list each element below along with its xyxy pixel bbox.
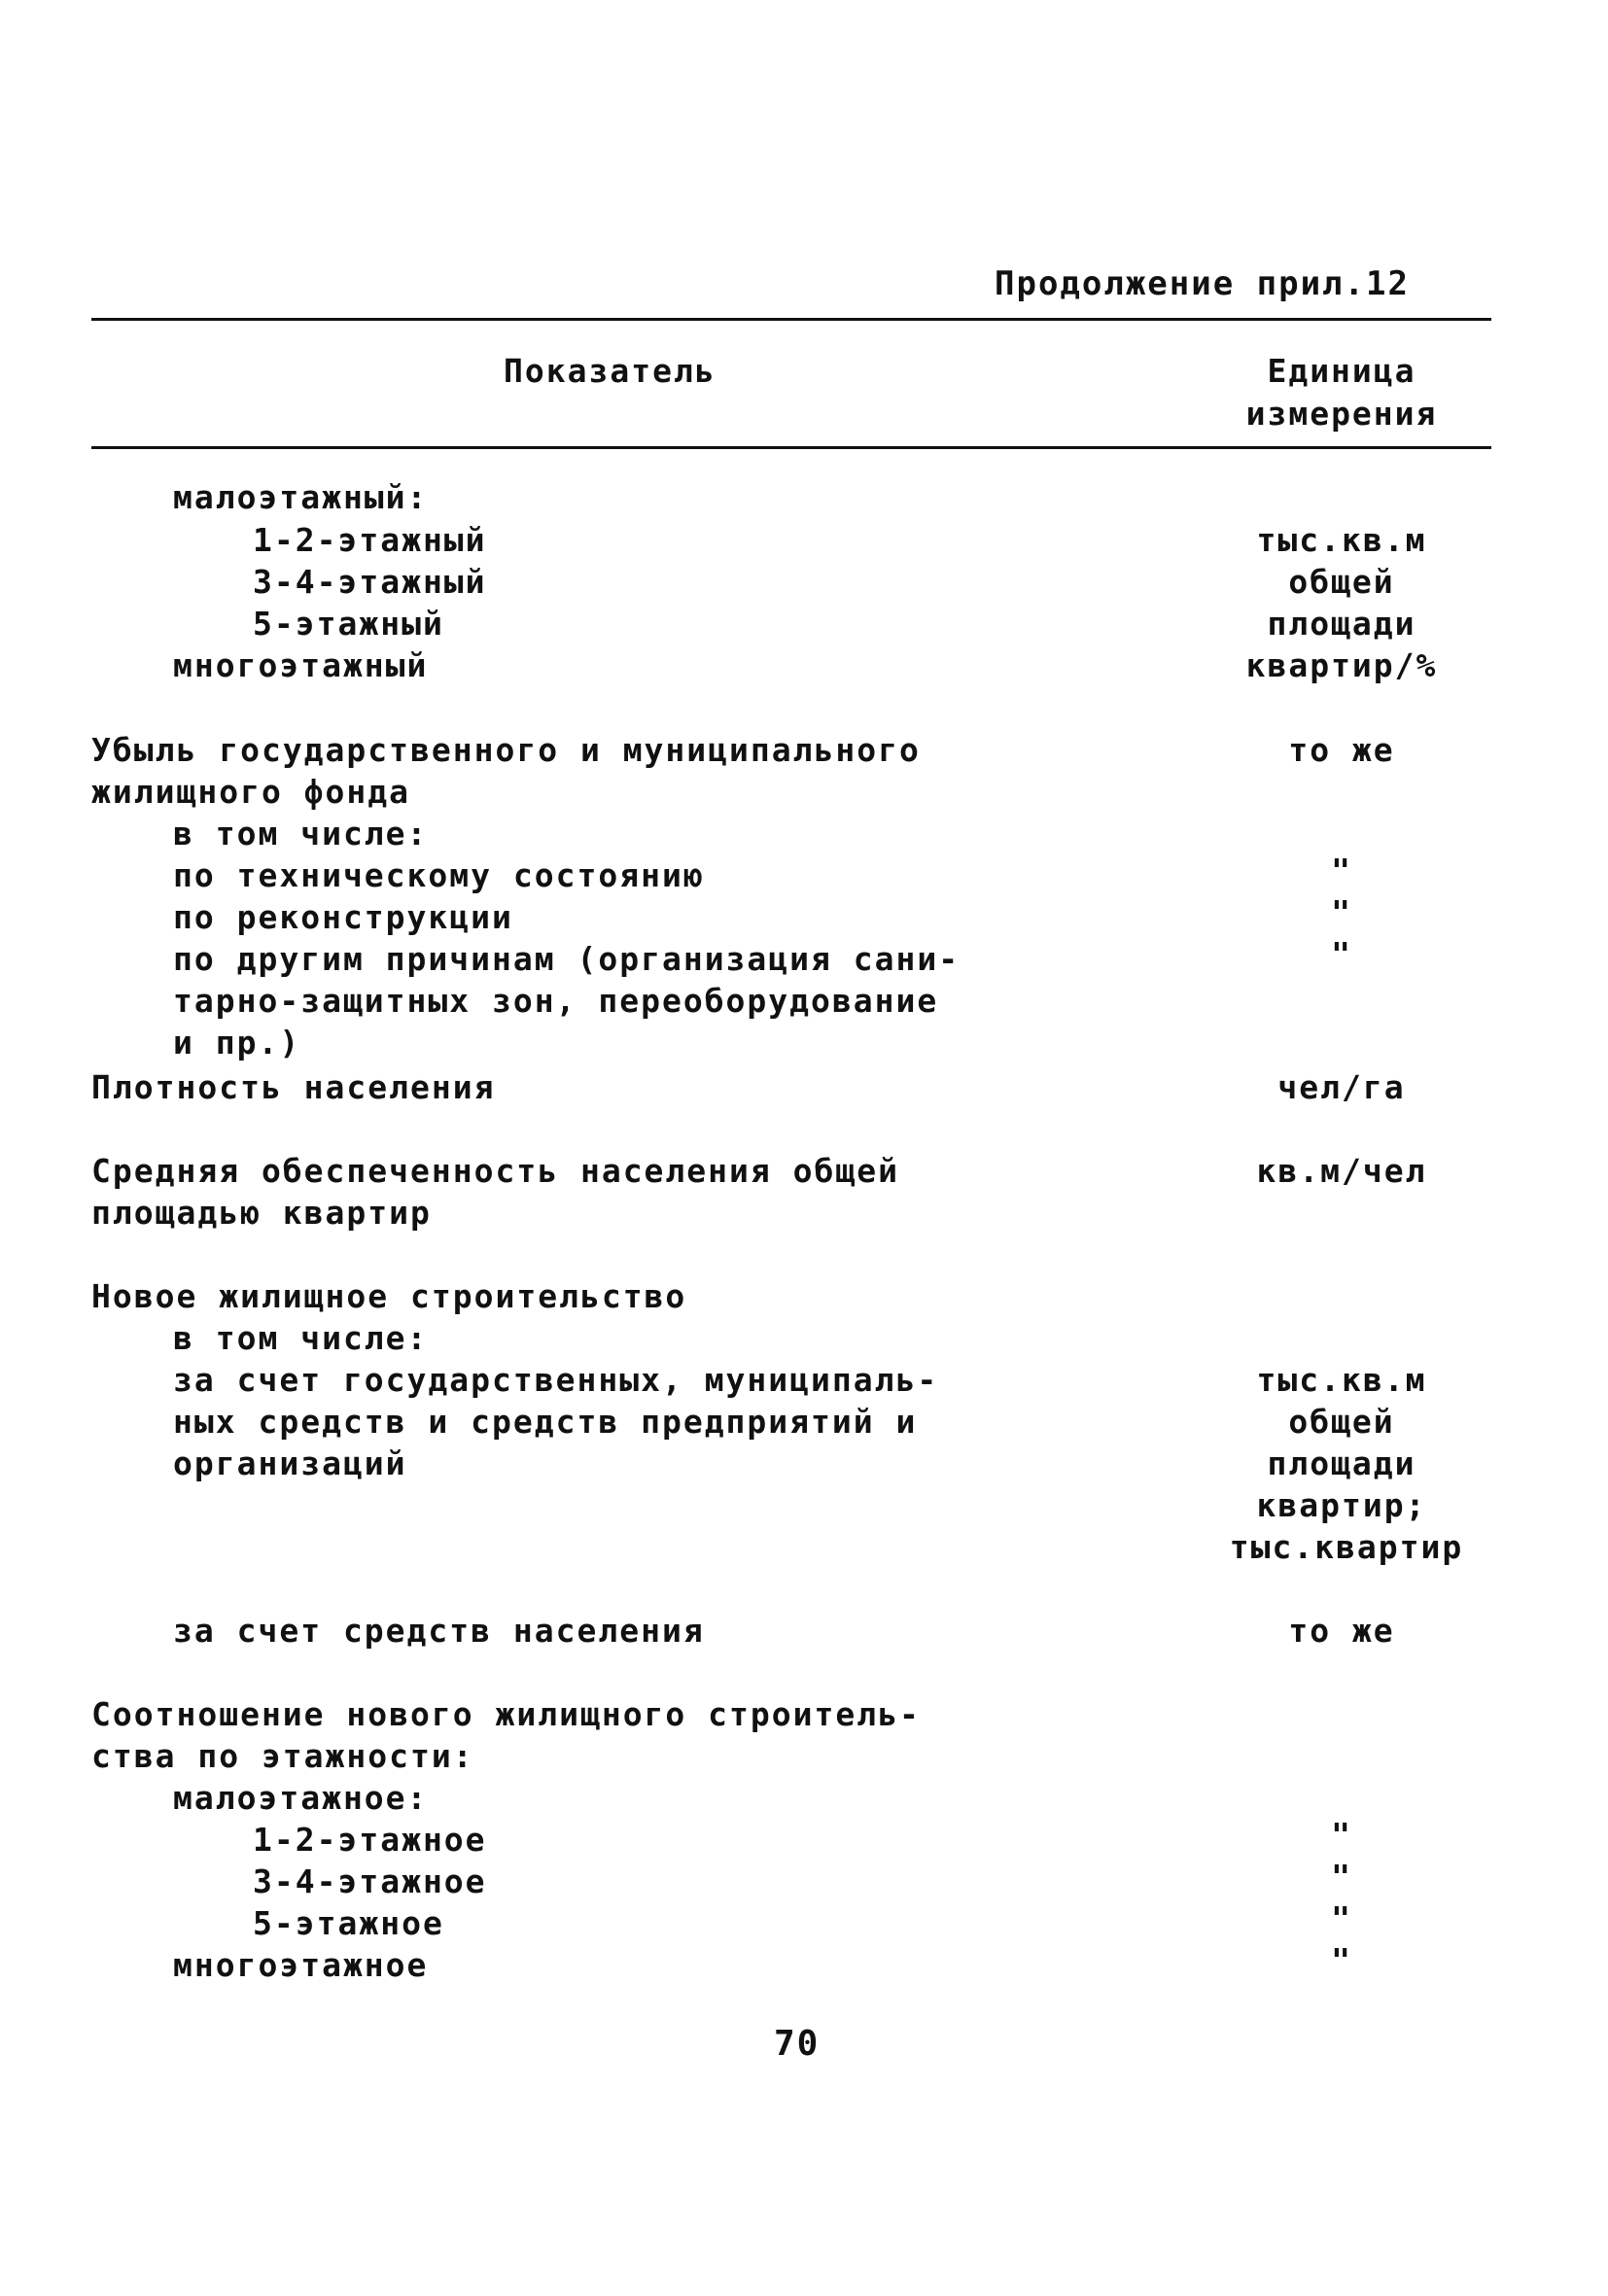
table-row-label: малоэтажное: bbox=[173, 1779, 429, 1817]
ditto-mark: " bbox=[1331, 935, 1352, 973]
table-row-label: по техническому состоянию bbox=[173, 856, 705, 894]
table-row-label: тарно-защитных зон, переоборудование bbox=[173, 982, 939, 1020]
table-row-label: Средняя обеспеченность населения общей bbox=[91, 1152, 899, 1190]
continuation-header: Продолжение прил.12 bbox=[995, 264, 1410, 303]
column-header-indicator: Показатель bbox=[504, 352, 717, 390]
unit-cell: тыс.квартир bbox=[1229, 1528, 1464, 1566]
table-row-label: Убыль государственного и муниципального bbox=[91, 731, 921, 769]
table-row-label: 3-4-этажный bbox=[253, 563, 487, 601]
table-row-label: ства по этажности: bbox=[91, 1737, 474, 1775]
table-row-label: за счет государственных, муниципаль- bbox=[173, 1361, 939, 1399]
table-row-label: площадью квартир bbox=[91, 1194, 432, 1232]
table-row-label: в том числе: bbox=[173, 815, 429, 852]
table-row-label: 3-4-этажное bbox=[253, 1862, 487, 1900]
table-row-label: Соотношение нового жилищного строитель- bbox=[91, 1695, 921, 1733]
table-row-label: Новое жилищное строительство bbox=[91, 1277, 687, 1315]
table-row-label: 1-2-этажный bbox=[253, 521, 487, 559]
table-top-rule bbox=[91, 318, 1491, 321]
unit-cell: тыс.кв.м bbox=[1256, 1361, 1427, 1399]
ditto-mark: " bbox=[1331, 1899, 1352, 1937]
column-header-unit-line2: измерения bbox=[1245, 395, 1438, 433]
unit-cell: то же bbox=[1288, 1612, 1395, 1650]
unit-cell: то же bbox=[1288, 731, 1395, 769]
table-row-label: многоэтажное bbox=[173, 1946, 429, 1984]
table-row-label: 5-этажный bbox=[253, 605, 444, 643]
table-row-label: 5-этажное bbox=[253, 1904, 444, 1942]
column-header-unit-line1: Единица bbox=[1267, 352, 1416, 390]
table-row-label: 1-2-этажное bbox=[253, 1821, 487, 1859]
ditto-mark: " bbox=[1331, 1816, 1352, 1854]
unit-cell: общей bbox=[1288, 563, 1395, 601]
table-row-label: малоэтажный: bbox=[173, 478, 429, 516]
table-row-label: Плотность населения bbox=[91, 1068, 496, 1106]
ditto-mark: " bbox=[1331, 1941, 1352, 1979]
table-header-rule bbox=[91, 446, 1491, 449]
unit-cell: общей bbox=[1288, 1403, 1395, 1441]
unit-cell: тыс.кв.м bbox=[1256, 521, 1427, 559]
table-row-label: за счет средств населения bbox=[173, 1612, 705, 1650]
unit-cell: чел/га bbox=[1277, 1068, 1406, 1106]
table-row-label: в том числе: bbox=[173, 1319, 429, 1357]
table-row-label: по другим причинам (организация сани- bbox=[173, 940, 961, 978]
unit-cell: площади bbox=[1267, 1444, 1416, 1482]
table-row-label: жилищного фонда bbox=[91, 773, 411, 811]
ditto-mark: " bbox=[1331, 852, 1352, 889]
table-row-label: и пр.) bbox=[173, 1024, 301, 1061]
ditto-mark: " bbox=[1331, 893, 1352, 931]
unit-cell: квартир; bbox=[1256, 1486, 1427, 1524]
table-row-label: ных средств и средств предприятий и bbox=[173, 1403, 918, 1441]
unit-cell: кв.м/чел bbox=[1256, 1152, 1427, 1190]
table-row-label: организаций bbox=[173, 1444, 407, 1482]
ditto-mark: " bbox=[1331, 1858, 1352, 1896]
unit-cell: площади bbox=[1267, 605, 1416, 643]
table-row-label: многоэтажный bbox=[173, 646, 429, 684]
unit-cell: квартир/% bbox=[1245, 646, 1438, 684]
table-row-label: по реконструкции bbox=[173, 898, 513, 936]
page-number: 70 bbox=[774, 2024, 821, 2064]
